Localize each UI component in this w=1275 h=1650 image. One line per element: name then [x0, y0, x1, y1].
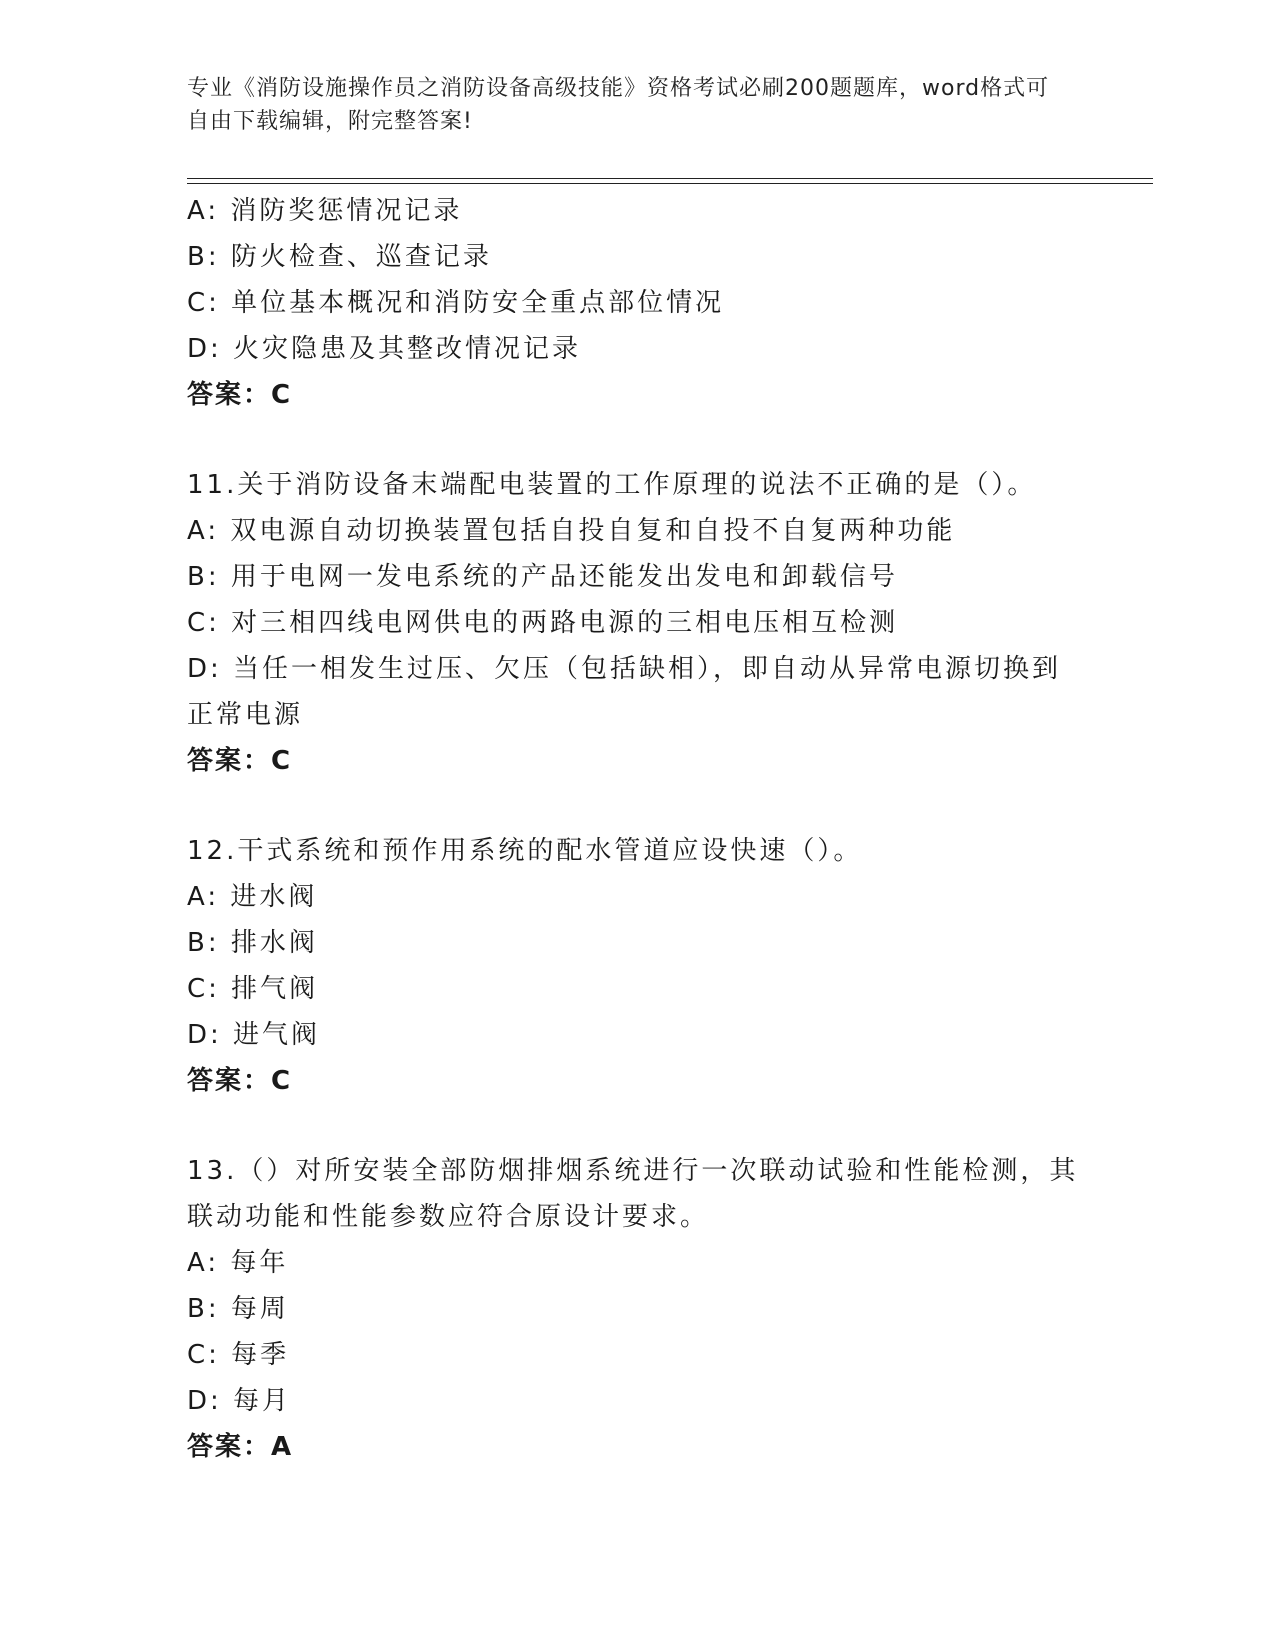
option-d: D: 进气阀: [187, 1020, 321, 1050]
option-c: C: 每季: [187, 1340, 290, 1370]
option-d-line-2: 正常电源: [187, 700, 304, 730]
question-10: [187, 188, 1087, 418]
option-b: B: 排水阀: [187, 928, 318, 958]
question-stem: 12.干式系统和预作用系统的配水管道应设快速（）。: [187, 836, 863, 866]
option-b: B: 用于电网一发电系统的产品还能发出发电和卸载信号: [187, 562, 898, 592]
option-c: C: 对三相四线电网供电的两路电源的三相电压相互检测: [187, 608, 899, 638]
answer: 答案：C: [187, 380, 293, 410]
question-11: [187, 462, 1087, 784]
option-d: D: 每月: [187, 1386, 292, 1416]
option-b: B: 防火检查、巡查记录: [187, 242, 492, 272]
option-d: D: 火灾隐患及其整改情况记录: [187, 334, 582, 364]
question-12: [187, 828, 1087, 1104]
option-a: A: 进水阀: [187, 882, 318, 912]
question-stem-line-2: 联动功能和性能参数应符合原设计要求。: [187, 1202, 710, 1232]
option-a: A: 每年: [187, 1248, 289, 1278]
option-c: C: 单位基本概况和消防安全重点部位情况: [187, 288, 725, 318]
question-13: [187, 1148, 1087, 1470]
answer: 答案：C: [187, 746, 293, 776]
question-stem: 11.关于消防设备末端配电装置的工作原理的说法不正确的是（）。: [187, 470, 1037, 500]
answer: 答案：A: [187, 1432, 294, 1462]
option-c: C: 排气阀: [187, 974, 319, 1004]
document-header: 专业《消防设施操作员之消防设备高级技能》资格考试必刷200题题库，word格式可自由下载编辑，附完整答案!: [187, 76, 1050, 134]
option-b: B: 每周: [187, 1294, 289, 1324]
question-stem-line-1: 13.（）对所安装全部防烟排烟系统进行一次联动试验和性能检测，其: [187, 1156, 1079, 1186]
option-a: A: 双电源自动切换装置包括自投自复和自投不自复两种功能: [187, 516, 956, 546]
header-divider-top: [187, 178, 1153, 179]
header-divider-bottom: [187, 183, 1153, 184]
option-d-line-1: D: 当任一相发生过压、欠压（包括缺相），即自动从异常电源切换到: [187, 654, 1062, 684]
answer: 答案：C: [187, 1066, 293, 1096]
option-a: A: 消防奖惩情况记录: [187, 196, 463, 226]
question-list: [187, 188, 1087, 1470]
